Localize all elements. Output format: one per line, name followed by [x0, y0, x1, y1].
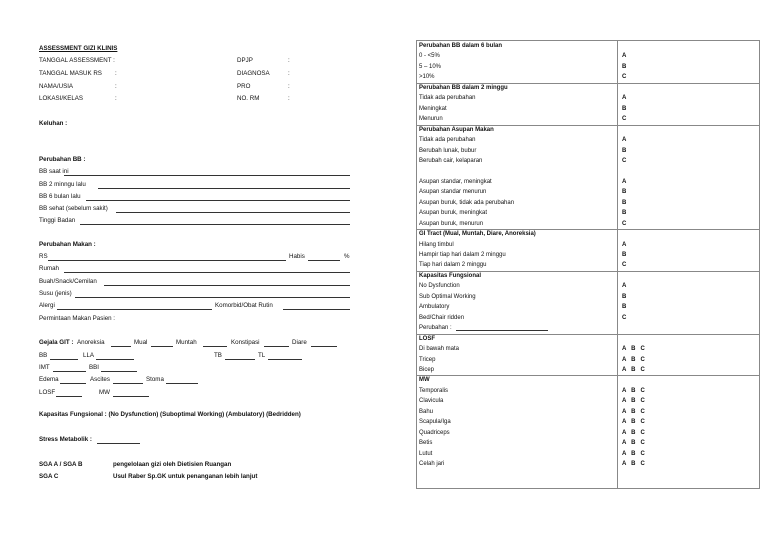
- score-option[interactable]: A: [622, 53, 627, 60]
- tl-line[interactable]: [268, 359, 302, 360]
- score-option[interactable]: A B C: [622, 408, 645, 415]
- gejala-line[interactable]: [151, 346, 173, 347]
- colon-lokasi-kelas: :: [115, 95, 117, 102]
- table-column-divider: [617, 40, 618, 489]
- stoma-line[interactable]: [166, 383, 198, 384]
- section-divider: [416, 375, 760, 376]
- bb-field-line[interactable]: [116, 212, 350, 213]
- makan-percent: %: [344, 253, 350, 260]
- sga-text: pengelolaan gizi oleh Dietisien Ruangan: [113, 461, 232, 468]
- gejala-item: Anoreksia: [77, 339, 105, 346]
- bb-field-label: BB saat ini: [39, 168, 69, 175]
- score-option[interactable]: A: [622, 241, 627, 248]
- tl-label: TL: [258, 352, 266, 359]
- section-title: Perubahan Asupan Makan: [419, 126, 494, 133]
- criteria-label: Clavicula: [419, 398, 444, 405]
- score-option[interactable]: B: [622, 293, 627, 300]
- gejala-line[interactable]: [264, 346, 289, 347]
- score-option[interactable]: C: [622, 74, 627, 81]
- mw-line[interactable]: [113, 396, 149, 397]
- permintaan-label: Permintaan Makan Pasien :: [39, 315, 116, 322]
- gejala-item: Diare: [292, 339, 307, 346]
- bb-field-line[interactable]: [98, 188, 350, 189]
- bb-field-label: Tinggi Badan: [39, 217, 76, 224]
- makan-habis-label: Habis: [289, 253, 305, 260]
- bbi-line[interactable]: [101, 371, 137, 372]
- score-option[interactable]: B: [622, 199, 627, 206]
- criteria-label: Perubahan :: [419, 325, 452, 332]
- gejala-item: Konstipasi: [231, 339, 260, 346]
- label-pro: PRO: [237, 83, 251, 90]
- score-option[interactable]: C: [622, 262, 627, 269]
- score-option[interactable]: A: [622, 137, 627, 144]
- section-title: GI Tract (Mual, Muntah, Diare, Anoreksia): [419, 231, 536, 238]
- section-title: Perubahan BB dalam 6 bulan: [419, 43, 503, 49]
- score-option[interactable]: B: [622, 147, 627, 154]
- ascites-line[interactable]: [113, 383, 143, 384]
- score-option[interactable]: B: [622, 252, 627, 258]
- lla-label: LLA: [83, 352, 95, 359]
- criteria-label: Tricep: [419, 356, 436, 363]
- criteria-label: Lutut: [419, 450, 433, 457]
- mw-label: MW: [99, 389, 110, 396]
- criteria-label: Menurun: [419, 116, 443, 123]
- label-dpjp: DPJP: [237, 57, 253, 64]
- imt-label: IMT: [39, 364, 50, 371]
- makan-field-line[interactable]: [64, 272, 350, 273]
- criteria-label: Berubah lunak, bubur: [419, 147, 477, 154]
- bb-field-label: BB sehat (sebelum sakit): [39, 205, 108, 212]
- alergi-label: Alergi: [39, 302, 55, 309]
- label-no-rm: NO. RM: [237, 95, 260, 102]
- score-option[interactable]: A B C: [622, 346, 645, 353]
- score-option[interactable]: B: [622, 189, 627, 196]
- score-option[interactable]: A B C: [622, 461, 645, 467]
- score-option[interactable]: B: [622, 63, 627, 70]
- label-diagnosa: DIAGNOSA: [237, 70, 270, 77]
- criteria-label: Quadriceps: [419, 429, 450, 436]
- bbi-label: BBI: [89, 364, 99, 371]
- score-option[interactable]: A: [622, 178, 627, 185]
- gejala-line[interactable]: [311, 346, 337, 347]
- criteria-label: Betis: [419, 440, 433, 447]
- score-option[interactable]: A B C: [622, 366, 645, 373]
- colon-pro: :: [288, 83, 290, 90]
- tb-label: TB: [214, 352, 222, 359]
- makan-field-line[interactable]: [104, 285, 350, 286]
- score-option[interactable]: B: [622, 105, 627, 112]
- label-tanggal-assessment: TANGGAL ASSESSMENT :: [39, 57, 115, 64]
- makan-field-label: Rumah: [39, 265, 59, 272]
- score-option[interactable]: C: [622, 157, 627, 164]
- colon-tanggal-masuk: :: [115, 70, 117, 77]
- score-option[interactable]: C: [622, 314, 627, 321]
- criteria-label: Temporalis: [419, 387, 449, 394]
- colon-diagnosa: :: [288, 70, 290, 77]
- score-option[interactable]: A B C: [622, 419, 645, 426]
- bb-field-line[interactable]: [80, 224, 350, 225]
- sga-code: SGA C: [39, 473, 59, 480]
- criteria-label: Bicep: [419, 366, 435, 373]
- criteria-label: Asupan buruk, meningkat: [419, 210, 488, 217]
- gejala-item: Mual: [134, 339, 148, 346]
- gejala-line[interactable]: [203, 346, 227, 347]
- ascites-label: Ascites: [90, 376, 110, 383]
- section-title: Kapasitas Fungsional: [419, 272, 482, 279]
- criteria-label: Asupan buruk, tidak ada perubahan: [419, 199, 515, 206]
- criteria-label: >10%: [419, 74, 435, 81]
- criteria-label: Berubah cair, kelaparan: [419, 157, 483, 164]
- alergi-line[interactable]: [57, 309, 212, 310]
- score-option[interactable]: C: [622, 116, 627, 123]
- gejala-line[interactable]: [111, 346, 131, 347]
- bb-field-line[interactable]: [86, 200, 350, 201]
- score-option[interactable]: A B C: [622, 440, 645, 447]
- perubahan-makan-title: Perubahan Makan :: [39, 241, 96, 248]
- gejala-item: Muntah: [176, 339, 197, 346]
- criteria-label: Tidak ada perubahan: [419, 137, 476, 144]
- edema-line[interactable]: [60, 383, 86, 384]
- label-nama-usia: NAMA/USIA: [39, 83, 74, 90]
- perubahan-line[interactable]: [456, 330, 548, 331]
- criteria-label: Bahu: [419, 408, 434, 415]
- makan-rs-label: RS: [39, 253, 48, 260]
- criteria-label: Sub Optimal Working: [419, 293, 476, 300]
- makan-field-label: Susu (jenis): [39, 290, 72, 297]
- criteria-label: Scapula/Iga: [419, 419, 451, 426]
- komorbid-label: Komorbid/Obat Rutin: [215, 302, 273, 309]
- score-option[interactable]: C: [622, 220, 627, 227]
- section-title: LOSF: [419, 335, 435, 342]
- criteria-label: Bed/Chair ridden: [419, 314, 465, 321]
- colon-nama-usia: :: [115, 83, 117, 90]
- criteria-label: Hilang timbul: [419, 241, 454, 248]
- bb-field-line[interactable]: [64, 175, 350, 176]
- form-title: ASSESSMENT GIZI KLINIS: [39, 45, 118, 52]
- bb-field-label: BB 2 minngu lalu: [39, 181, 86, 188]
- perubahan-bb-title: Perubahan BB :: [39, 156, 86, 163]
- score-option[interactable]: B: [622, 304, 627, 311]
- bb-line[interactable]: [50, 359, 78, 360]
- criteria-label: Hampir tiap hari dalam 2 minggu: [419, 252, 506, 258]
- section-divider: [416, 334, 760, 335]
- criteria-label: Meningkat: [419, 105, 447, 112]
- score-option[interactable]: A B C: [622, 398, 645, 405]
- sga-text: Usul Raber Sp.GK untuk penanganan lebih lanjut: [113, 473, 258, 480]
- stress-metabolik-line[interactable]: [97, 443, 140, 444]
- criteria-label: Asupan buruk, menurun: [419, 220, 484, 227]
- score-option[interactable]: A B C: [622, 429, 645, 436]
- sga-code: SGA A / SGA B: [39, 461, 83, 468]
- score-option[interactable]: A B C: [622, 450, 645, 457]
- komorbid-line[interactable]: [283, 309, 350, 310]
- score-option[interactable]: B: [622, 210, 627, 217]
- criteria-label: Ambulatory: [419, 304, 450, 311]
- criteria-label: Celah jari: [419, 461, 445, 467]
- criteria-label: No Dysfunction: [419, 283, 460, 290]
- score-option[interactable]: A: [622, 283, 627, 290]
- kapasitas-fungsional: Kapasitas Fungsional : (No Dysfunction) (Suboptimal Working) (Ambulatory) (Bedridden): [39, 411, 301, 418]
- makan-rs-line[interactable]: [48, 260, 286, 261]
- criteria-label: Di bawah mata: [419, 346, 460, 353]
- lla-line[interactable]: [96, 359, 134, 360]
- keluhan-label: Keluhan :: [39, 120, 68, 127]
- imt-line[interactable]: [53, 371, 86, 372]
- losf-line[interactable]: [56, 396, 82, 397]
- losf-label: LOSF: [39, 389, 56, 396]
- score-option[interactable]: A B C: [622, 387, 645, 394]
- criteria-label: 5 – 10%: [419, 63, 442, 70]
- makan-field-line[interactable]: [75, 297, 350, 298]
- criteria-label: Asupan standar, meningkat: [419, 178, 492, 185]
- edema-label: Edema: [39, 376, 59, 383]
- tb-line[interactable]: [225, 359, 255, 360]
- criteria-label: Asupan standar menurun: [419, 189, 487, 196]
- section-title: MW: [419, 377, 430, 384]
- score-option[interactable]: A B C: [622, 356, 645, 363]
- gejala-label: Gejala GIT :: [39, 339, 74, 346]
- label-tanggal-masuk: TANGGAL MASUK RS: [39, 70, 102, 77]
- makan-field-label: Buah/Snack/Cemilan: [39, 278, 97, 285]
- score-option[interactable]: A: [622, 95, 627, 102]
- section-title: Perubahan BB dalam 2 minggu: [419, 84, 508, 91]
- stress-metabolik-label: Stress Metabolik :: [39, 436, 92, 443]
- criteria-label: Tiap hari dalam 2 minggu: [419, 262, 487, 269]
- colon-dpjp: :: [288, 57, 290, 64]
- makan-habis-line[interactable]: [308, 260, 340, 261]
- bb-field-label: BB 6 bulan lalu: [39, 193, 81, 200]
- colon-no-rm: :: [288, 95, 290, 102]
- criteria-label: Tidak ada perubahan: [419, 95, 476, 102]
- stoma-label: Stoma: [146, 376, 164, 383]
- label-lokasi-kelas: LOKASI/KELAS: [39, 95, 84, 102]
- bb-label: BB: [39, 352, 48, 359]
- criteria-label: 0 - <5%: [419, 53, 440, 60]
